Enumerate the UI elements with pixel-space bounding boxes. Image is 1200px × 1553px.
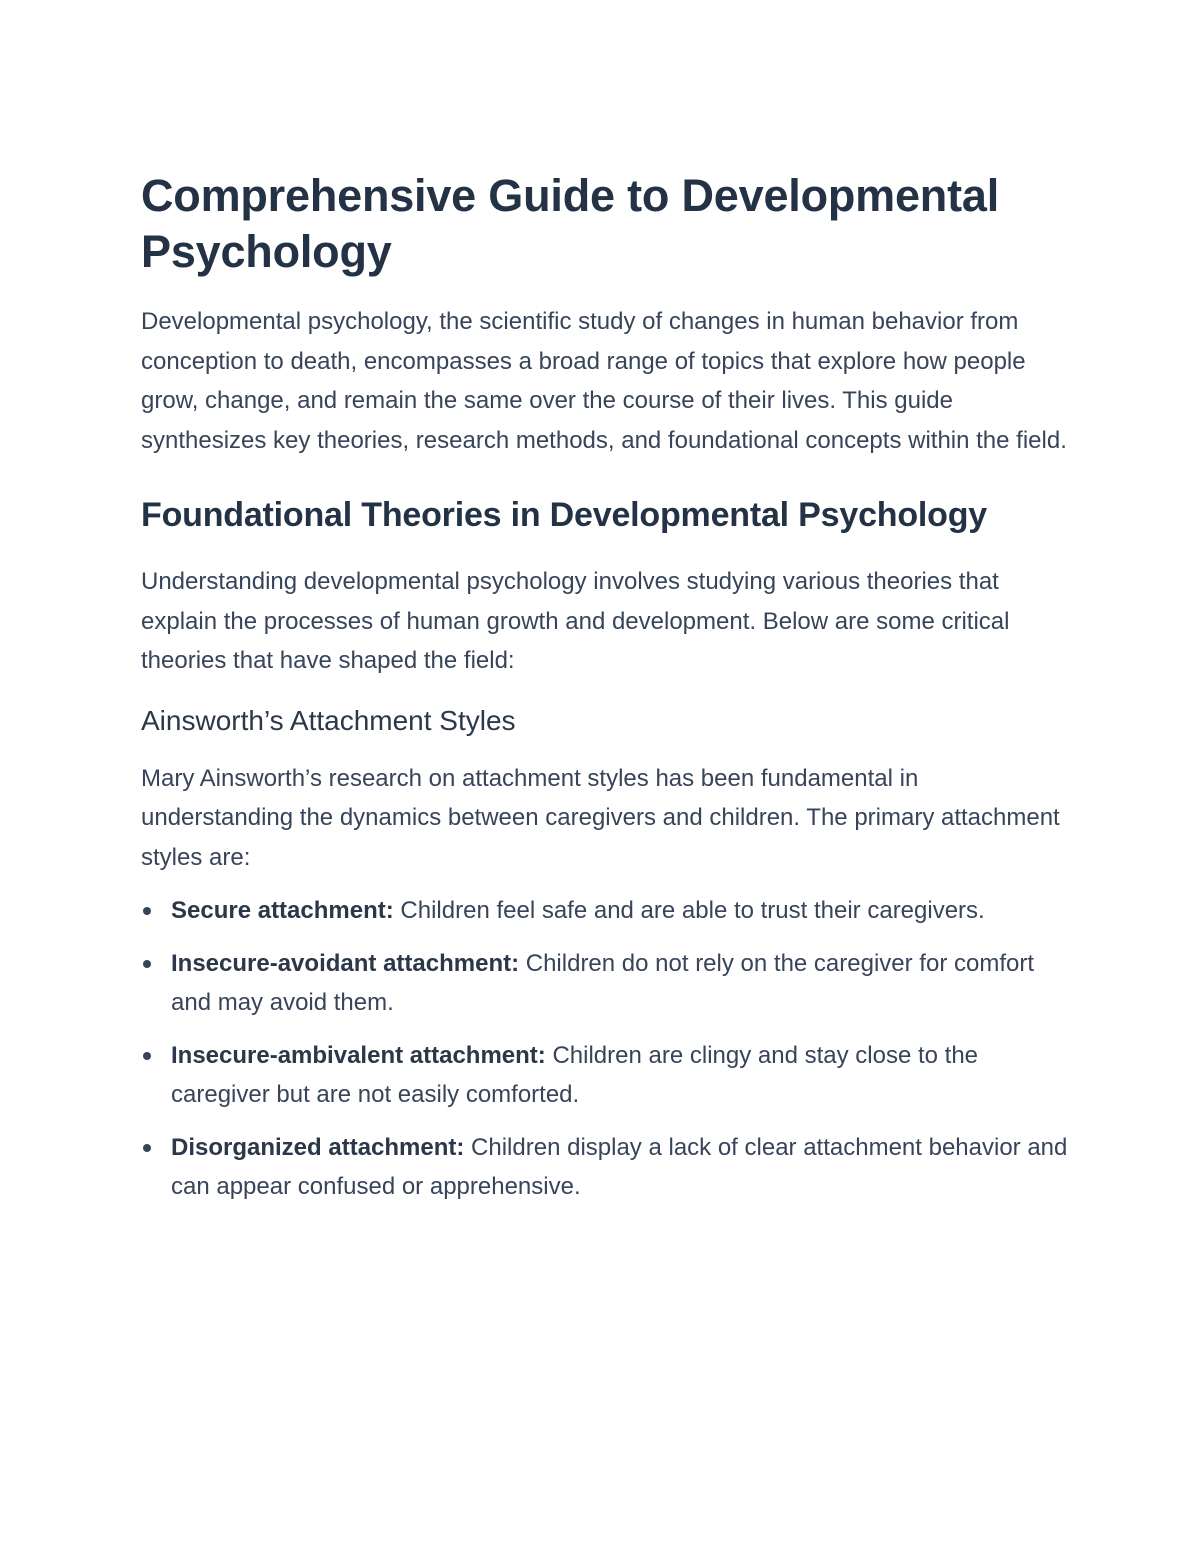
list-item-description: Children do not rely on the caregiver for comfort and may avoid them. xyxy=(171,949,1034,1016)
intro-paragraph: Developmental psychology, the scientific study of changes in human behavior from conception to death, encompasses a broad range of topics that explore how people grow, change, and remain the same over the course of their lives. This guide synthesizes key theories, research methods, and foundational concepts within the field. xyxy=(141,308,1067,454)
document-page xyxy=(141,168,1071,1220)
subsection-paragraph: Mary Ainsworth’s research on attachment styles has been fundamental in understanding the dynamics between caregivers and children. The primary attachment styles are: xyxy=(141,764,1060,871)
attachment-styles-list xyxy=(141,891,1071,1207)
list-item-term: Insecure-avoidant attachment: xyxy=(171,949,526,977)
list-item-description: Children are clingy and stay close to the caregiver but are not easily comforted. xyxy=(171,1041,979,1108)
list-item-term: Disorganized attachment: xyxy=(171,1133,472,1161)
list-item-term: Secure attachment: xyxy=(171,897,401,924)
document-title: Comprehensive Guide to Developmental Psychology xyxy=(141,170,999,277)
section-heading: Foundational Theories in Developmental Psychology xyxy=(141,496,988,534)
list-item-insecure-ambivalent xyxy=(141,1036,1071,1115)
bullet-icon xyxy=(143,960,151,968)
list-item-secure xyxy=(141,891,1071,931)
list-item-term: Insecure-ambivalent attachment: xyxy=(171,1041,553,1069)
list-item-disorganized xyxy=(141,1128,1071,1207)
section-paragraph: Understanding developmental psychology involves studying various theories that explain the processes of human growth and development. Below are some critical theories that have shaped the field: xyxy=(141,568,1010,674)
bullet-icon xyxy=(143,1052,151,1060)
list-item-description: Children feel safe and are able to trust their caregivers. xyxy=(400,897,985,924)
bullet-icon xyxy=(143,1144,151,1152)
subsection-heading: Ainsworth’s Attachment Styles xyxy=(141,704,516,736)
list-item-insecure-avoidant xyxy=(141,944,1071,1023)
list-item-description: Children display a lack of clear attachment behavior and can appear confused or apprehensive. xyxy=(171,1133,1068,1200)
bullet-icon xyxy=(143,907,151,915)
